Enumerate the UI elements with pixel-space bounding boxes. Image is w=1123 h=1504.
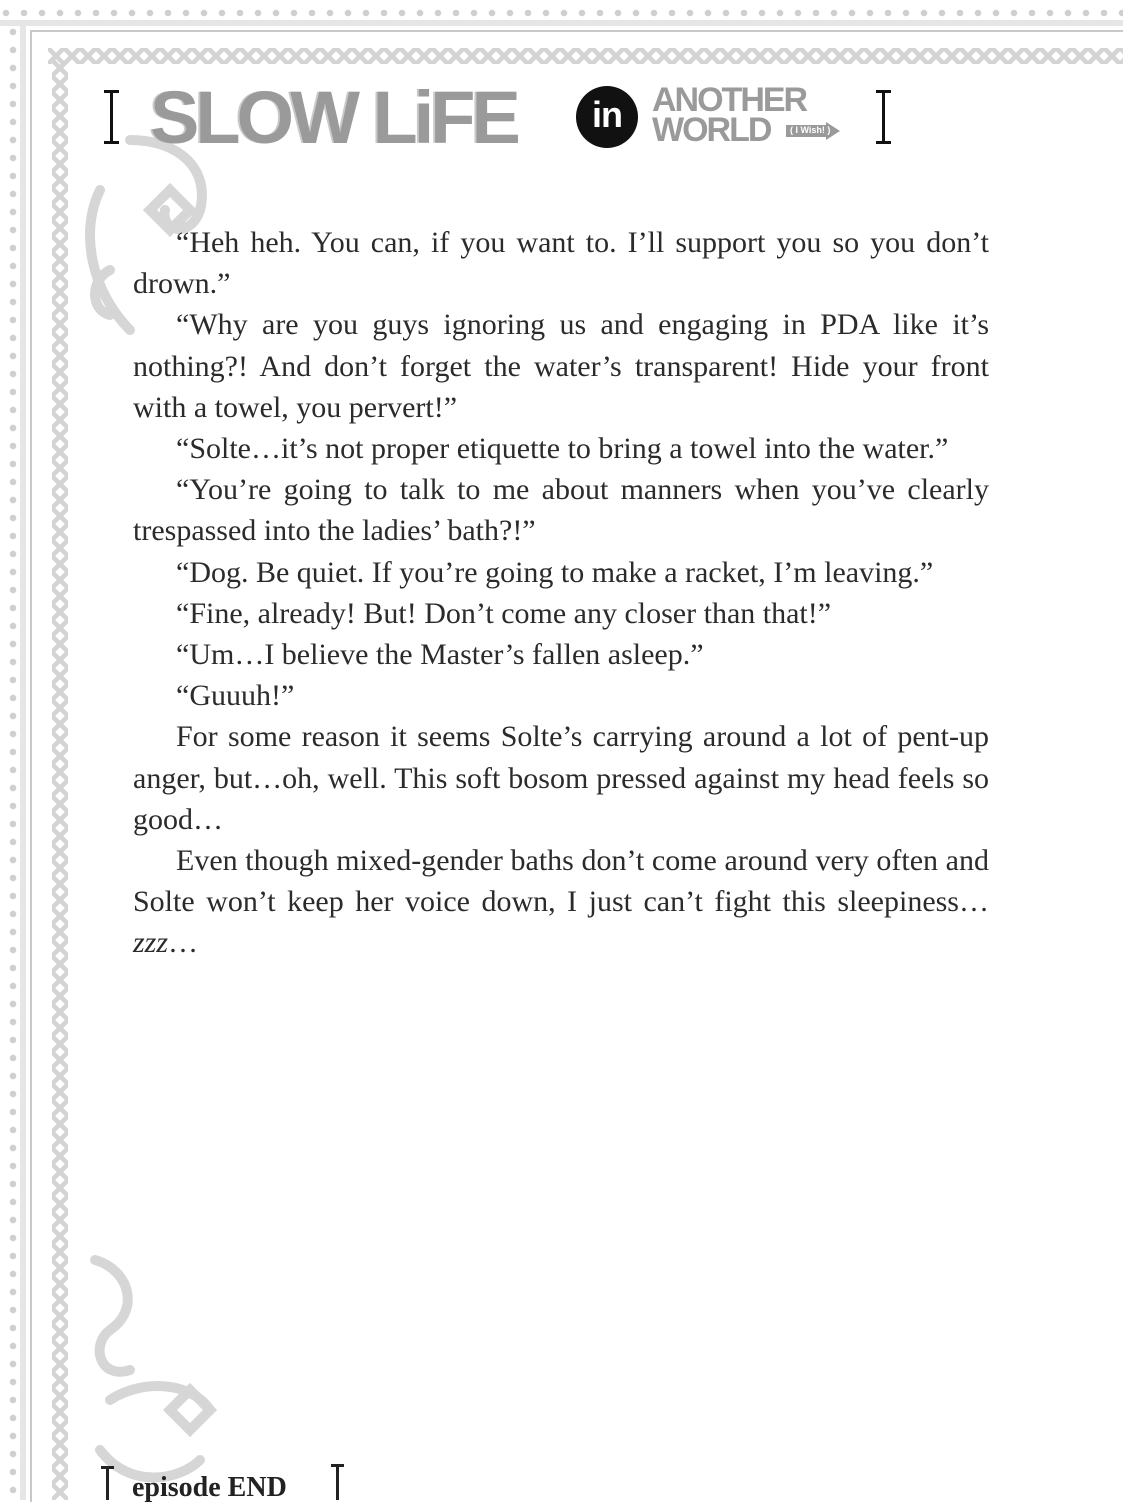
last-paragraph-text: Even though mixed-gender baths don’t come around very often and Solte won’t keep her voice down, I just can’t fight this sleepiness… bbox=[133, 844, 989, 919]
top-decorative-border bbox=[0, 0, 1123, 26]
episode-end-footer bbox=[100, 1460, 360, 1503]
logo-world: WORLD bbox=[652, 111, 771, 149]
paragraph: “Guuuh!” bbox=[176, 679, 295, 713]
paragraph: “You’re going to talk to me about manners when you’ve clearly trespassed into the ladies’ bath?!” bbox=[133, 473, 989, 548]
logo-in-badge: in bbox=[576, 86, 638, 148]
paragraph: “Dog. Be quiet. If you’re going to make a racket, I’m leaving.” bbox=[176, 555, 934, 589]
left-decorative-border bbox=[0, 26, 26, 1500]
paragraph: “Why are you guys ignoring us and engaging in PDA like it’s nothing?! And don’t forget the water’s transparent! Hide your front with a towel, you pervert!” bbox=[133, 308, 989, 424]
logo-slow-life: SLOW LiFE bbox=[150, 76, 517, 159]
diamond-pattern-row bbox=[48, 44, 1123, 68]
paragraph: For some reason it seems Solte’s carrying around a lot of pent-up anger, but…oh, well. This soft bosom pressed against my head feels so good… bbox=[133, 720, 989, 836]
paragraph-last bbox=[133, 840, 989, 964]
episode-end-label: episode END bbox=[132, 1472, 287, 1503]
logo-right-bracket bbox=[882, 90, 895, 144]
logo-another: ANOTHER bbox=[652, 81, 807, 119]
paragraph: “Fine, already! But! Don’t come any closer than that!” bbox=[176, 596, 832, 630]
footer-left-bracket bbox=[106, 1466, 109, 1500]
flourish-ornament-bottom bbox=[70, 1250, 240, 1490]
diamond-pattern-column bbox=[50, 60, 70, 1500]
series-logo-header bbox=[100, 78, 900, 158]
logo-i-wish: ( I Wish! ) bbox=[790, 125, 831, 135]
paragraph: “Heh heh. You can, if you want to. I’ll support you so you don’t drown.” bbox=[133, 226, 989, 301]
footer-right-bracket bbox=[336, 1464, 339, 1500]
paragraph: “Solte…it’s not proper etiquette to bring a towel into the water.” bbox=[176, 432, 949, 466]
story-text bbox=[133, 222, 989, 964]
zzz-italic: zzz bbox=[133, 926, 169, 960]
last-paragraph-ending: … bbox=[168, 926, 199, 960]
paragraph: “Um…I believe the Master’s fallen asleep.” bbox=[176, 638, 704, 672]
logo-left-bracket bbox=[110, 90, 123, 144]
